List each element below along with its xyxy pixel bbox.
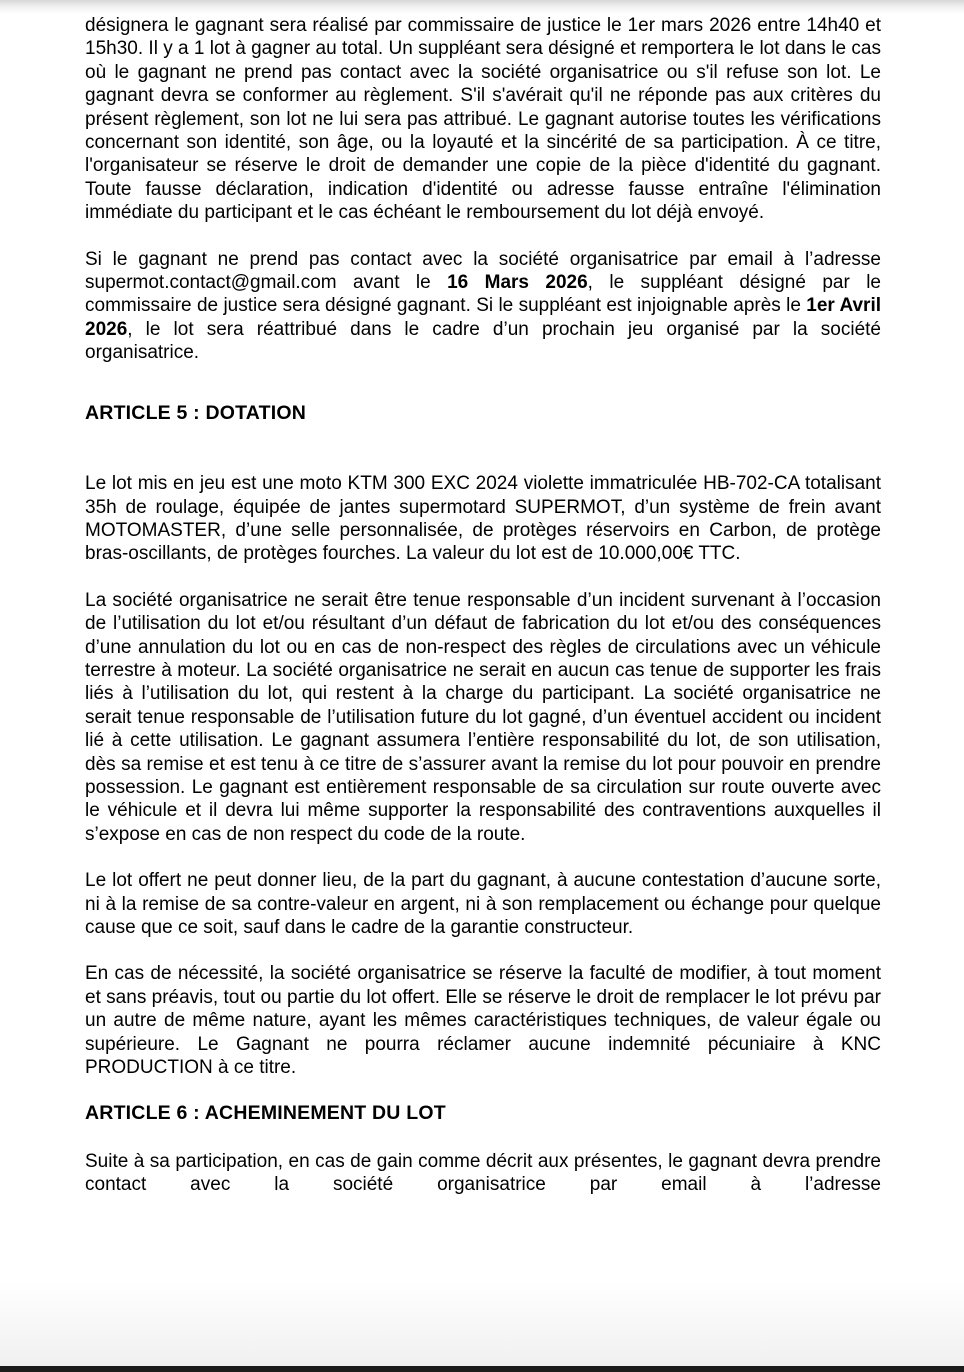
paragraph-supplement-contact <box>85 248 881 365</box>
paragraph-modification-lot: En cas de nécessité, la société organisatrice se réserve la faculté de modifier, à tout moment et sans préavis, tout ou partie du lot offert. Elle se réserve le droit de remplacer le lot prévu par un autre de même nature, ayant les mêmes caractéristiques techniques, de valeur égale ou supérieure. Le Gagnant ne pourra réclamer aucune indemnité pécuniaire à KNC PRODUCTION à ce titre. <box>85 963 881 1079</box>
paragraph-responsabilite: La société organisatrice ne serait être tenue responsable d’un incident survenant à l’occasion de l’utilisation du lot et/ou résultant d’un défaut de fabrication du lot et/ou des conséquences d’une annulation du lot ou en cas de non-respect des règles de circulations avec un véhicule terrestre à moteur. La société organisatrice ne serait en aucun cas tenue de supporter les frais liés à l’utilisation du lot, qui restent à la charge du participant. La société organisatrice ne serait tenue responsable de l’utilisation future du lot gagné, d’un éventuel accident ou incident lié à cette utilisation. Le gagnant assumera l’entière responsabilité du lot, de son utilisation, dès sa remise et est tenu à ce titre de s’assurer avant la remise du lot pour pouvoir en prendre possession. Le gagnant est entièrement responsable de sa circulation sur route ouverte avec le véhicule et il devra lui même supporter la responsabilité des contraventions auxquelles il s’expose en cas de non respect du code de la route. <box>85 589 881 845</box>
page-bottom-shadow <box>0 1281 964 1366</box>
article6-heading: ARTICLE 6 : ACHEMINEMENT DU LOT <box>85 1102 446 1125</box>
page-bottom-edge-bar <box>0 1366 964 1372</box>
document-content <box>85 14 881 1220</box>
page-top-shadow <box>0 0 964 14</box>
deadline-date-1er-avril-2026: 1er Avril 2026 <box>85 295 882 340</box>
article5-heading: ARTICLE 5 : DOTATION <box>85 401 307 424</box>
paragraph-lot-description: Le lot mis en jeu est une moto KTM 300 EXC 2024 violette immatriculée HB-702-CA totalisant 35h de roulage, équipée de jantes supermotard SUPERMOT, d’un système de frein avant MOTOMASTER, d’une selle personnalisée, de protèges réservoirs en Carbon, de protège bras-oscillants, de protèges fourches. La valeur du lot est de 10.000,00€ TTC. <box>85 473 881 565</box>
paragraph-winner-designation: désignera le gagnant sera réalisé par commissaire de justice le 1er mars 2026 entre 14h40 et 15h30. Il y a 1 lot à gagner au total. Un suppléant sera désigné et remportera le lot dans le cas où le gagnant ne prend pas contact avec la société organisatrice ou s'il refuse son lot. Le gagnant devra se conformer au règlement. S'il s'avérait qu'il ne réponde pas aux critères du présent règlement, son lot ne lui sera pas attribué. Le gagnant autorise toutes les vérifications concernant son identité, son âge, ou la loyauté et la sincérité de sa participation. À ce titre, l'organisateur se réserve le droit de demander une copie de la pièce d'identité du gagnant. Toute fausse déclaration, indication d'identité ou adresse fausse entraîne l'élimination immédiate du participant et le cas échéant le remboursement du lot déjà envoyé. <box>85 15 881 224</box>
text-segment: , le suppléant désigné par le commissaire de justice sera désigné gagnant. Si le suppléant est injoignable après le <box>85 272 881 317</box>
paragraph-acheminement: Suite à sa participation, en cas de gain comme décrit aux présentes, le gagnant devra prendre contact avec la société organisatrice par email à l’adresse <box>85 1150 881 1196</box>
text-segment: Si le gagnant ne prend pas contact avec la société organisatrice par email à l’adresse supermot.contact@gmail.com avant le <box>85 248 881 294</box>
paragraph-contestation: Le lot offert ne peut donner lieu, de la part du gagnant, à aucune contestation d’aucune sorte, ni à la remise de sa contre-valeur en argent, ni à son remplacement ou échange pour quelque cause que ce soit, sauf dans le cadre de la garantie constructeur. <box>85 870 881 938</box>
deadline-date-16-mars-2026: 16 Mars 2026 <box>447 272 588 294</box>
text-segment: , le lot sera réattribué dans le cadre d’un prochain jeu organisé par la société organisatrice. <box>85 318 881 364</box>
